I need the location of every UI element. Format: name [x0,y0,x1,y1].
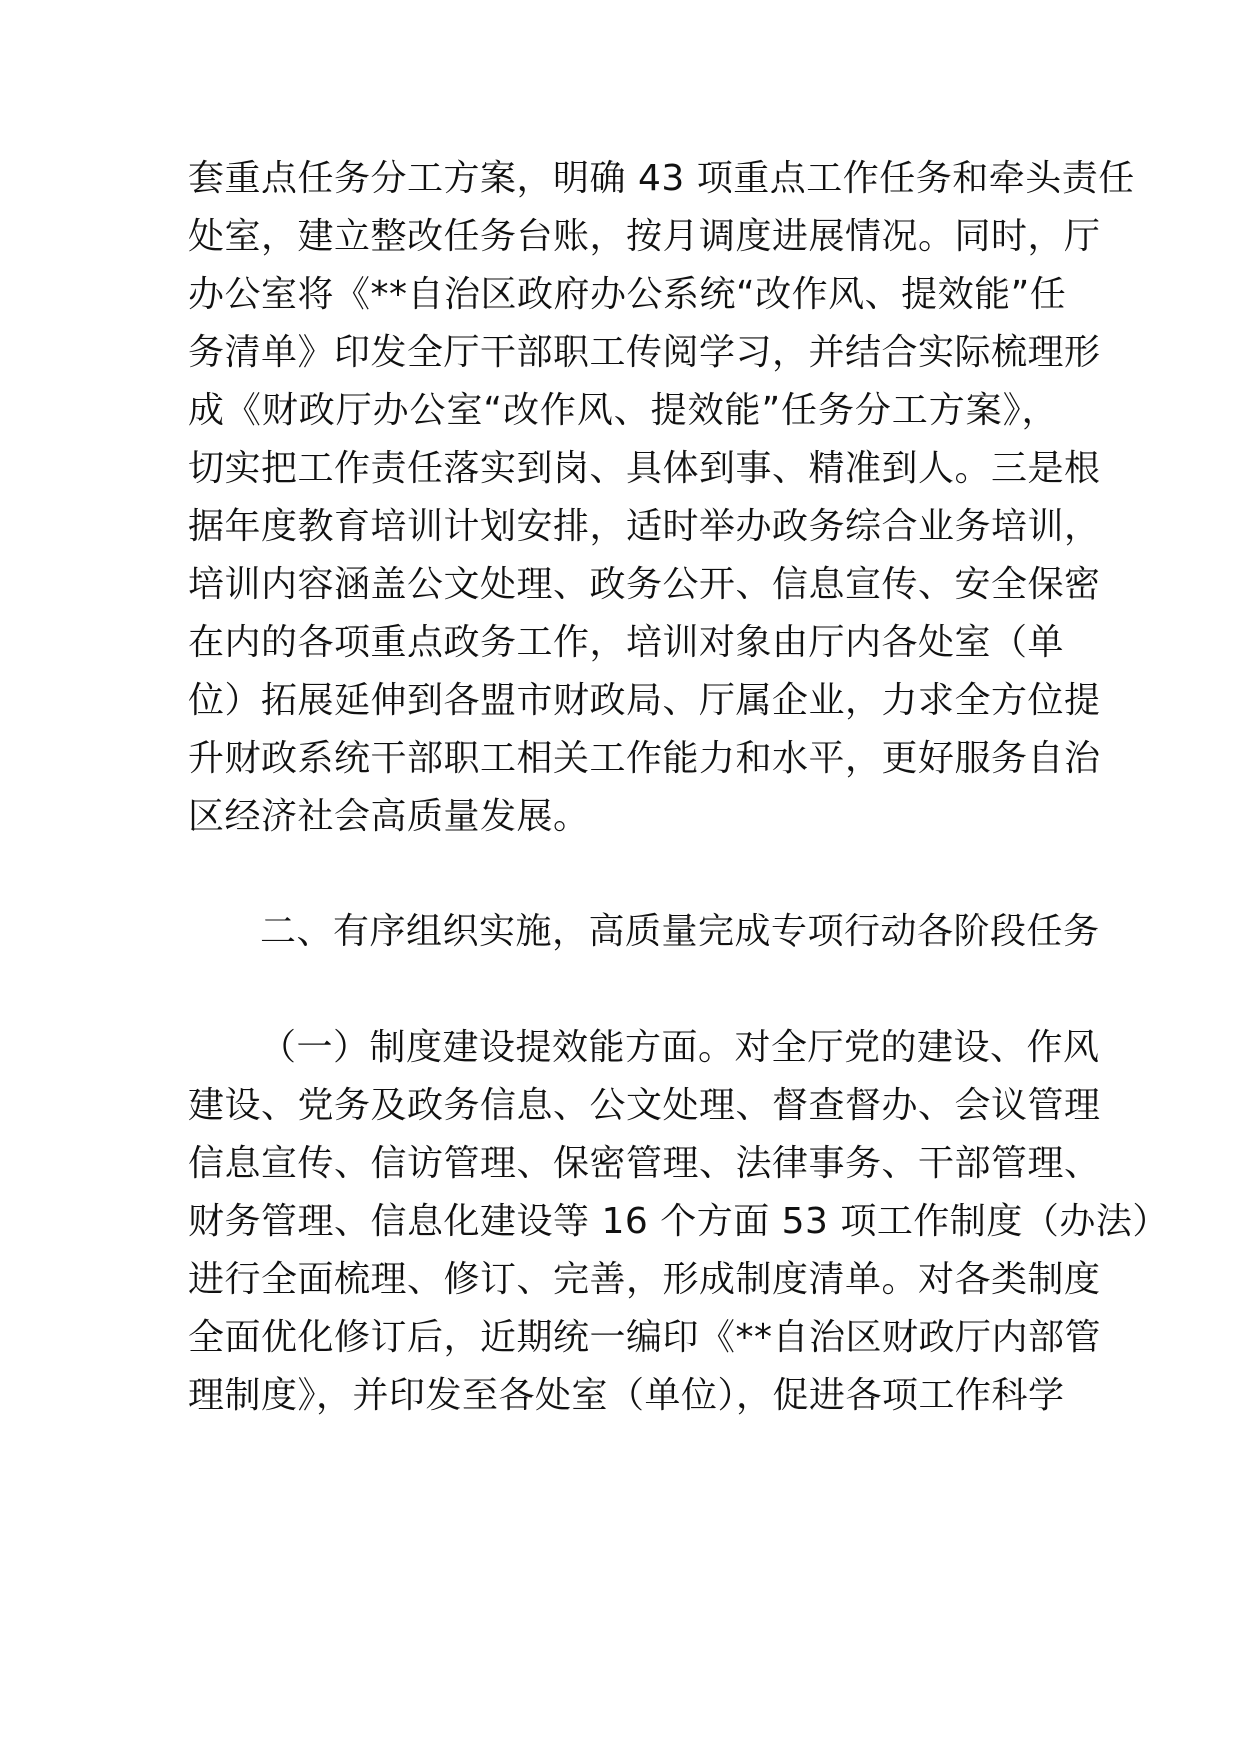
paragraph-line: 信息宣传、信访管理、保密管理、法律事务、干部管理、 [188,1143,1101,1184]
paragraph-line: （一）制度建设提效能方面。对全厅党的建设、作风 [260,1027,1100,1068]
section-heading: 二、有序组织实施，高质量完成专项行动各阶段任务 [260,911,1100,952]
paragraph-line: 套重点任务分工方案，明确 43 项重点工作任务和牵头责任 [188,158,1135,199]
paragraph-line: 理制度》，并印发至各处室（单位），促进各项工作科学 [188,1375,1065,1416]
paragraph-line: 升财政系统干部职工相关工作能力和水平，更好服务自治 [188,738,1101,779]
paragraph-line: 处室，建立整改任务台账，按月调度进展情况。同时，厅 [188,216,1101,257]
paragraph-line: 办公室将《**自治区政府办公系统“改作风、提效能”任 [188,274,1067,315]
paragraph-line: 建设、党务及政务信息、公文处理、督查督办、会议管理 [188,1085,1101,1126]
paragraph-line: 务清单》印发全厅干部职工传阅学习，并结合实际梳理形 [188,332,1101,373]
paragraph-line: 区经济社会高质量发展。 [188,796,590,837]
paragraph-line: 切实把工作责任落实到岗、具体到事、精准到人。三是根 [188,448,1101,489]
paragraph-line: 位）拓展延伸到各盟市财政局、厅属企业，力求全方位提 [188,680,1101,721]
paragraph-line: 据年度教育培训计划安排，适时举办政务综合业务培训， [188,506,1101,547]
paragraph-line: 在内的各项重点政务工作，培训对象由厅内各处室（单 [188,622,1065,663]
paragraph-line: 财务管理、信息化建设等 16 个方面 53 项工作制度（办法） [188,1201,1169,1242]
paragraph-line: 全面优化修订后，近期统一编印《**自治区财政厅内部管 [188,1317,1102,1358]
paragraph-line: 成《财政厅办公室“改作风、提效能”任务分工方案》， [188,390,1058,431]
paragraph-line: 进行全面梳理、修订、完善，形成制度清单。对各类制度 [188,1259,1101,1300]
paragraph-line: 培训内容涵盖公文处理、政务公开、信息宣传、安全保密 [188,564,1101,605]
